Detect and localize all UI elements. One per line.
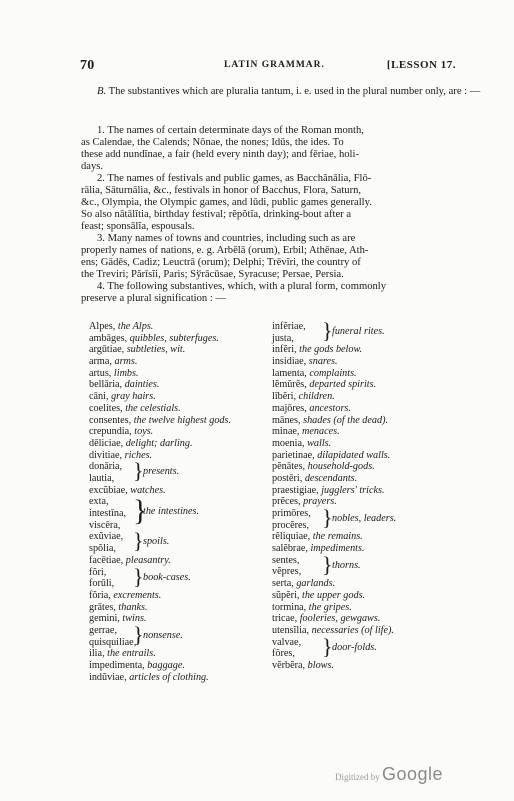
vocab-entry (89, 426, 231, 438)
vocab-word: postēri, descendants. (272, 472, 358, 484)
numbered-paragraphs (81, 125, 457, 305)
left-word-list (89, 321, 231, 683)
vocab-word: salĕbrae, impediments. (272, 543, 365, 555)
digitized-by-google-watermark (335, 764, 443, 785)
vocab-word: fŏri, (89, 566, 107, 578)
vocab-word: indŭviae, articles of clothing. (89, 671, 209, 683)
vocab-entry (272, 633, 394, 660)
vocab-word: serta, garlands. (272, 578, 336, 590)
running-title: LATIN GRAMMAR. (224, 60, 325, 70)
vocab-entry (89, 450, 231, 462)
vocab-word: mānes, shades (of the dead). (272, 414, 389, 426)
vocab-gloss: book-cases. (143, 571, 191, 583)
vocab-word: majōres, ancestors. (272, 402, 351, 414)
vocab-entry (89, 660, 231, 672)
vocab-entry (89, 344, 231, 356)
curly-brace-icon: } (322, 318, 333, 343)
vocab-entry (272, 473, 394, 485)
vocab-entry (272, 379, 394, 391)
vocab-word: moenia, walls. (272, 437, 332, 449)
vocab-entry (272, 543, 394, 555)
vocab-entry (89, 485, 231, 497)
vocab-word: pĕnātes, household-gods. (272, 461, 375, 473)
vocab-word: artus, limbs. (89, 367, 139, 379)
vocab-entry (272, 450, 394, 462)
vocab-entry (272, 613, 394, 625)
vocab-word: fŏres, (272, 648, 295, 660)
vocab-entry (272, 485, 394, 497)
vocab-gloss: thorns. (332, 559, 361, 571)
vocab-word: viscēra, (89, 519, 121, 531)
vocab-entry (89, 621, 231, 648)
vocab-entry (89, 528, 231, 555)
google-logo: Google (382, 764, 444, 784)
vocab-word: grātes, thanks. (89, 601, 148, 613)
vocab-word: procĕres, (272, 519, 310, 531)
vocab-word: lamenta, complaints. (272, 367, 357, 379)
vocab-word: spŏlia, (89, 543, 116, 555)
vocab-word: lĕmŭrēs, departed spirits. (272, 379, 377, 391)
right-word-list (272, 318, 397, 672)
vocab-entry (272, 356, 394, 368)
vocab-word: tormina, the gripes. (272, 601, 352, 613)
vocab-word: utensĭlia, necessaries (of life). (272, 624, 394, 636)
vocab-word: parietinae, dilapidated walls. (272, 449, 391, 461)
paragraph-2 (81, 173, 457, 233)
paragraph-4 (81, 281, 457, 305)
vocab-word: exŭviae, (89, 531, 124, 543)
curly-brace-icon: } (322, 633, 333, 659)
page-number: 70 (80, 58, 95, 73)
paragraph-line: 3. Many names of towns and countries, including such as are (97, 233, 356, 244)
paragraph-line: preserve a plural signification : — (81, 293, 227, 304)
vocab-entry (89, 368, 231, 380)
vocab-entry (272, 461, 394, 473)
vocab-word: vĕrbĕra, blows. (272, 660, 334, 671)
paragraph-3 (81, 233, 457, 281)
vocab-word: intestīna, (89, 508, 127, 520)
vocab-entry (89, 415, 231, 427)
watermark-prefix: Digitized by (335, 772, 380, 782)
paragraph-line: ens; Gādēs, Cadiz; Leuctrā (orum); Delphi; Trēvĭri, the country of (81, 257, 361, 268)
running-header (80, 58, 456, 74)
vocab-word: praestigiae, jugglers' tricks. (272, 484, 385, 496)
vocab-word: prĕces, prayers. (272, 496, 337, 508)
vocab-entry (89, 333, 231, 345)
vocab-word: insidiae, snares. (272, 356, 338, 368)
vocab-word: cāni, gray hairs. (89, 391, 156, 403)
vocab-word: dēliciae, delight; darling. (89, 437, 193, 449)
vocab-word: coelites, the celestials. (89, 402, 181, 414)
paragraph-line: &c., Olympia, the Olympic games, and lūdi, public games generally. (81, 197, 372, 208)
vocab-entry (89, 356, 231, 368)
vocab-word: gerrae, (89, 624, 117, 636)
paragraph-line: days. (81, 161, 104, 172)
vocab-word: Alpes, the Alps. (89, 321, 154, 332)
paragraph-line: the Treviri; Părīsĭi, Paris; Sўrācūsae, Syracuse; Persae, Persia. (81, 269, 344, 280)
vocab-word: quisquiliae, (89, 636, 137, 648)
vocab-word: infĕriae, (272, 321, 306, 332)
vocab-word: impedimenta, baggage. (89, 660, 185, 672)
paragraph-line: properly names of nations, e. g. Arbēlā (orum), Erbil; Athēnae, Ath- (81, 245, 369, 256)
vocab-entry (272, 551, 394, 578)
paragraph-line: these add nundĭnae, a fair (held every ninth day); and fēriae, holi- (81, 149, 359, 160)
vocab-word: ambāges, quibbles, subterfuges. (89, 332, 219, 344)
vocab-word: rĕliquiae, the remains. (272, 531, 363, 543)
vocab-word: crepundia, toys. (89, 426, 154, 438)
curly-brace-icon: } (133, 528, 144, 554)
vocab-word: lībĕri, children. (272, 391, 335, 403)
vocab-entry (272, 578, 394, 590)
vocab-entry (272, 368, 394, 380)
vocab-gloss: funeral rites. (332, 326, 385, 337)
paragraph-line: 2. The names of festivals and public games, as Bacchānālia, Flō- (97, 173, 372, 184)
vocab-entry (89, 555, 231, 567)
vocab-entry (89, 648, 231, 660)
vocab-entry (89, 563, 231, 590)
lesson-label: [LESSON 17. (386, 59, 456, 71)
vocab-gloss: nobles, leaders. (332, 513, 397, 525)
vocab-word: exta, (89, 496, 109, 508)
vocab-entry (89, 391, 231, 403)
vocab-entry (89, 672, 231, 684)
vocab-entry (272, 590, 394, 602)
vocab-word: lautia, (89, 472, 115, 484)
vocab-gloss: spoils. (143, 536, 170, 548)
vocab-word: sŭpĕri, the upper gods. (272, 589, 366, 601)
vocab-word: ilia, the entrails. (89, 648, 156, 660)
vocab-word: facētiae, pleasantry. (89, 554, 171, 566)
vocab-entry (272, 602, 394, 614)
vocab-gloss: the intestines. (143, 506, 200, 518)
vocab-word: divitiae, riches. (89, 449, 153, 461)
vocab-entry (272, 391, 394, 403)
vocab-entry (272, 531, 394, 543)
paragraph-line: rālia, Sāturnālia, &c., festivals in honor of Bacchus, Flora, Saturn, (81, 185, 362, 196)
curly-brace-icon: } (133, 621, 144, 647)
vocab-word: argūtiae, subtleties, wit. (89, 344, 186, 356)
vocab-gloss: presents. (143, 466, 180, 478)
vocab-entry (272, 403, 394, 415)
paragraph-line: 4. The following substantives, which, with a plural form, commonly (97, 281, 387, 292)
vocab-entry (89, 590, 231, 602)
vocab-entry (89, 438, 231, 450)
vocab-entry (272, 318, 394, 344)
curly-brace-icon: } (133, 458, 144, 484)
vocab-word: tricae, fooleries, gewgaws. (272, 613, 381, 625)
vocab-entry (89, 403, 231, 415)
vocab-entry (89, 321, 231, 333)
vocab-entry (272, 426, 394, 438)
vocab-word: forūli, (89, 578, 115, 590)
vocab-word: valvae, (272, 636, 302, 648)
vocab-entry (272, 496, 394, 508)
vocab-word: donāria, (89, 461, 123, 473)
vocab-word: vĕpres, (272, 566, 302, 578)
vocab-word: gemini, twins. (89, 613, 147, 625)
intro-label: B. (97, 86, 107, 97)
vocab-entry (89, 379, 231, 391)
vocab-word: minae, menaces. (272, 426, 340, 438)
vocab-entry (89, 458, 231, 484)
vocab-gloss: nonsense. (143, 629, 183, 641)
curly-brace-icon: } (322, 505, 333, 531)
paragraph-1 (81, 125, 457, 173)
vocab-gloss: door-folds. (332, 641, 377, 653)
vocab-word: arma, arms. (89, 356, 138, 368)
intro-text: The substantives which are pluralia tantum, i. e. used in the plural number only, are : — (108, 86, 481, 97)
intro-paragraph (81, 86, 481, 98)
curly-brace-icon: } (133, 563, 144, 589)
vocab-entry (272, 344, 394, 356)
vocab-entry (272, 625, 394, 637)
paragraph-line: as Calendae, the Calends; Nōnae, the nones; Idūs, the ides. To (81, 137, 344, 148)
curly-brace-icon: } (133, 494, 148, 528)
vocab-entry (272, 505, 397, 531)
vocab-entry (89, 602, 231, 614)
vocab-entry (272, 415, 394, 427)
vocab-word: primōres, (272, 508, 311, 520)
curly-brace-icon: } (322, 551, 333, 577)
vocab-entry (272, 660, 394, 672)
vocab-entry (89, 496, 231, 531)
vocab-word: sentes, (272, 554, 300, 566)
vocab-word: bellāria, dainties. (89, 379, 160, 391)
paragraph-line: So also nātālĭtia, birthday festival; rĕpŏtĭa, drinking-bout after a (81, 209, 352, 220)
paragraph-line: 1. The names of certain determinate days of the Roman month, (97, 125, 364, 136)
vocab-entry (272, 438, 394, 450)
vocab-word: excŭbiae, watches. (89, 484, 166, 496)
vocab-word: consentes, the twelve highest gods. (89, 414, 232, 426)
vocab-word: justa, (272, 332, 294, 344)
vocab-word: infĕri, the gods below. (272, 344, 363, 356)
vocab-entry (89, 613, 231, 625)
vocab-word: fŏria, excrements. (89, 589, 162, 601)
paragraph-line: feast; sponsālĭa, espousals. (81, 221, 195, 232)
